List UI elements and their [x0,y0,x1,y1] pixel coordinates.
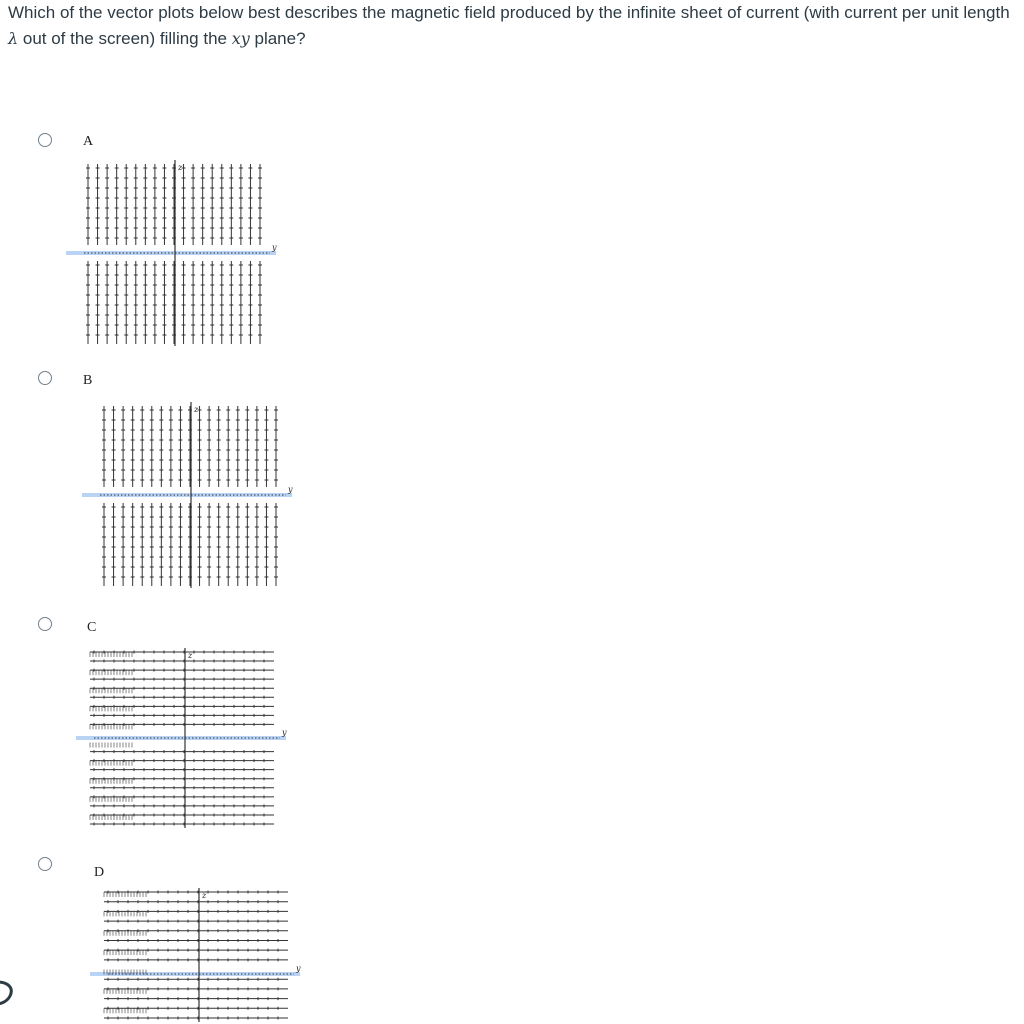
option-b-label: B [83,373,93,388]
question-text [8,0,1020,52]
y-axis-label: y [272,243,277,252]
option-a-plot [64,158,286,348]
question-part-2: out of the screen) filling the [18,29,232,48]
xy-symbol: xy [231,29,250,48]
sheet-band [66,251,276,255]
partial-circle-icon [0,978,18,1008]
question-part-1: Which of the vector plots below best describes the magnetic field produced by the infinite sheet of current (with current per unit length [8,3,1010,22]
option-d-label: D [94,865,105,880]
sheet-band [90,972,300,976]
option-c-plot [74,646,296,830]
sheet-band [76,736,286,740]
y-axis-label: y [288,485,293,494]
z-axis-label: z [178,163,183,172]
option-d-plot [88,886,310,1024]
sheet-band [82,493,292,497]
option-c-radio[interactable] [38,617,52,631]
lambda-symbol: λ [8,29,19,48]
y-axis-label: y [296,964,301,973]
option-b-plot [80,400,302,590]
option-c-label: C [87,620,97,635]
z-axis-label: z [194,405,199,414]
option-d-radio[interactable] [38,857,52,871]
y-axis-label: y [282,728,287,737]
option-b-radio[interactable] [38,371,52,385]
z-axis-label: z [202,891,207,900]
option-a-label: A [83,134,94,149]
option-a-radio[interactable] [38,133,52,147]
question-part-3: plane? [249,29,306,48]
z-axis-label: z [188,651,193,660]
